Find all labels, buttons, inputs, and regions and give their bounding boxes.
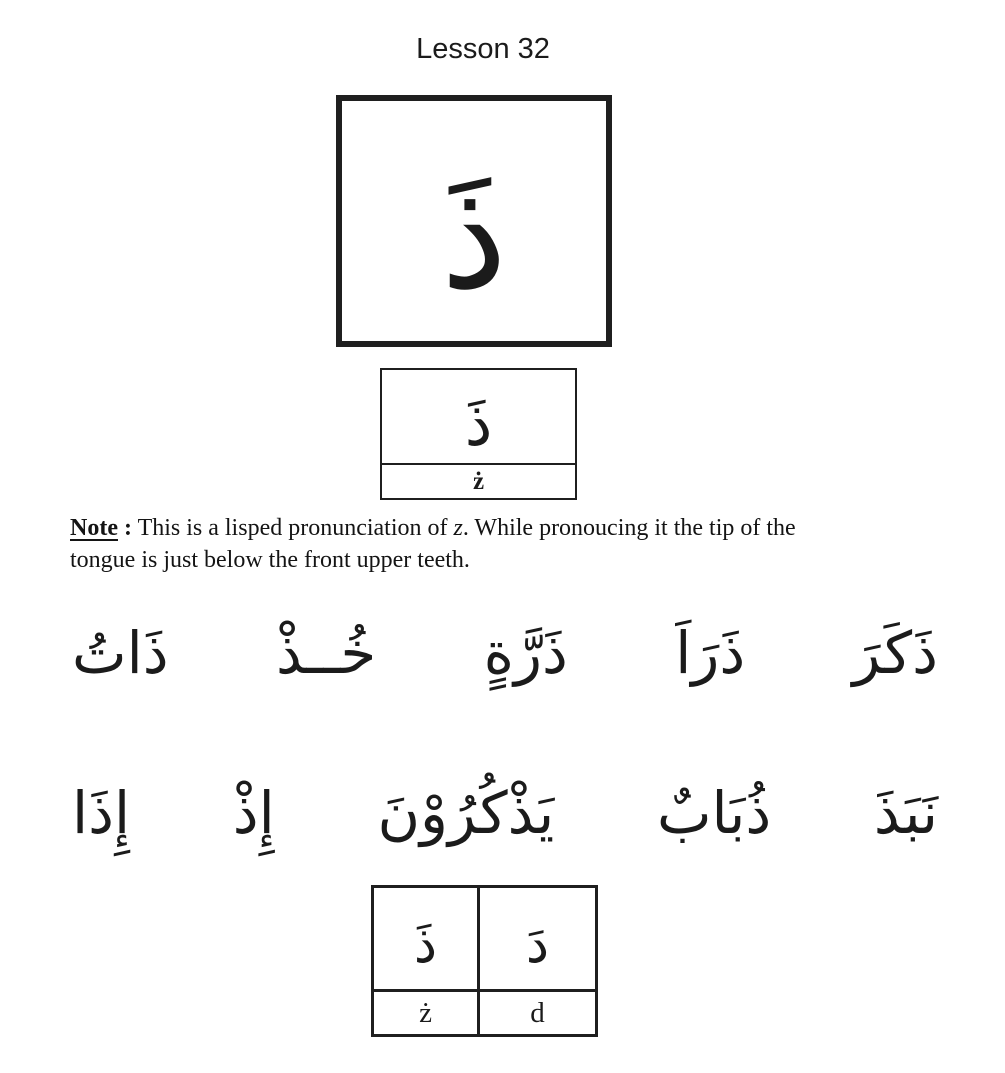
letter-card-glyph-cell bbox=[382, 370, 575, 465]
comparison-glyph-dhal: ذَ bbox=[413, 914, 438, 975]
note-label: Note bbox=[70, 515, 118, 541]
note-separator: : bbox=[123, 515, 132, 541]
letter-card-transliteration: ż bbox=[472, 468, 485, 495]
comparison-table bbox=[371, 885, 598, 1037]
arabic-word: ذَكَرَ bbox=[852, 618, 938, 687]
letter-card bbox=[380, 368, 577, 500]
note-body-line2: tongue is just below the front upper teeth. bbox=[70, 547, 470, 573]
note-body-part1: This is a lisped pronunciation of bbox=[137, 515, 448, 541]
letter-card-glyph: ذَ bbox=[464, 386, 493, 460]
note-body-part2: . While pronoucing it the tip of the bbox=[462, 515, 796, 541]
arabic-practice-row-1 bbox=[72, 585, 938, 720]
comparison-label-d: d bbox=[530, 996, 545, 1029]
letter-card-translit-cell bbox=[382, 465, 575, 498]
arabic-word: ذَاتُ bbox=[72, 618, 169, 687]
arabic-word: يَذْكُرُوْنَ bbox=[377, 778, 555, 847]
main-letter-glyph: ذَ bbox=[440, 149, 508, 323]
note-z-term: z bbox=[453, 515, 463, 541]
page-title: Lesson 32 bbox=[416, 33, 550, 65]
main-letter-box bbox=[336, 95, 612, 347]
comparison-label-z: ż bbox=[419, 996, 432, 1029]
arabic-word: خُــذْ bbox=[275, 618, 377, 687]
arabic-word: نَبَذَ bbox=[873, 778, 938, 847]
comparison-label-cell-z bbox=[374, 992, 480, 1034]
arabic-word: ذَرَّةٍ bbox=[483, 618, 568, 687]
arabic-word: ذَرَاَ bbox=[675, 618, 746, 687]
arabic-word: إِذْ bbox=[232, 778, 275, 847]
arabic-word: إِذَا bbox=[72, 778, 131, 847]
comparison-glyph-dal: دَ bbox=[525, 914, 550, 975]
arabic-word: ذُبَابٌ bbox=[656, 778, 772, 847]
note-text bbox=[70, 512, 955, 576]
arabic-practice-row-2 bbox=[72, 745, 938, 880]
comparison-cell-dhal bbox=[374, 888, 480, 992]
comparison-label-cell-d bbox=[480, 992, 595, 1034]
comparison-cell-dal bbox=[480, 888, 595, 992]
